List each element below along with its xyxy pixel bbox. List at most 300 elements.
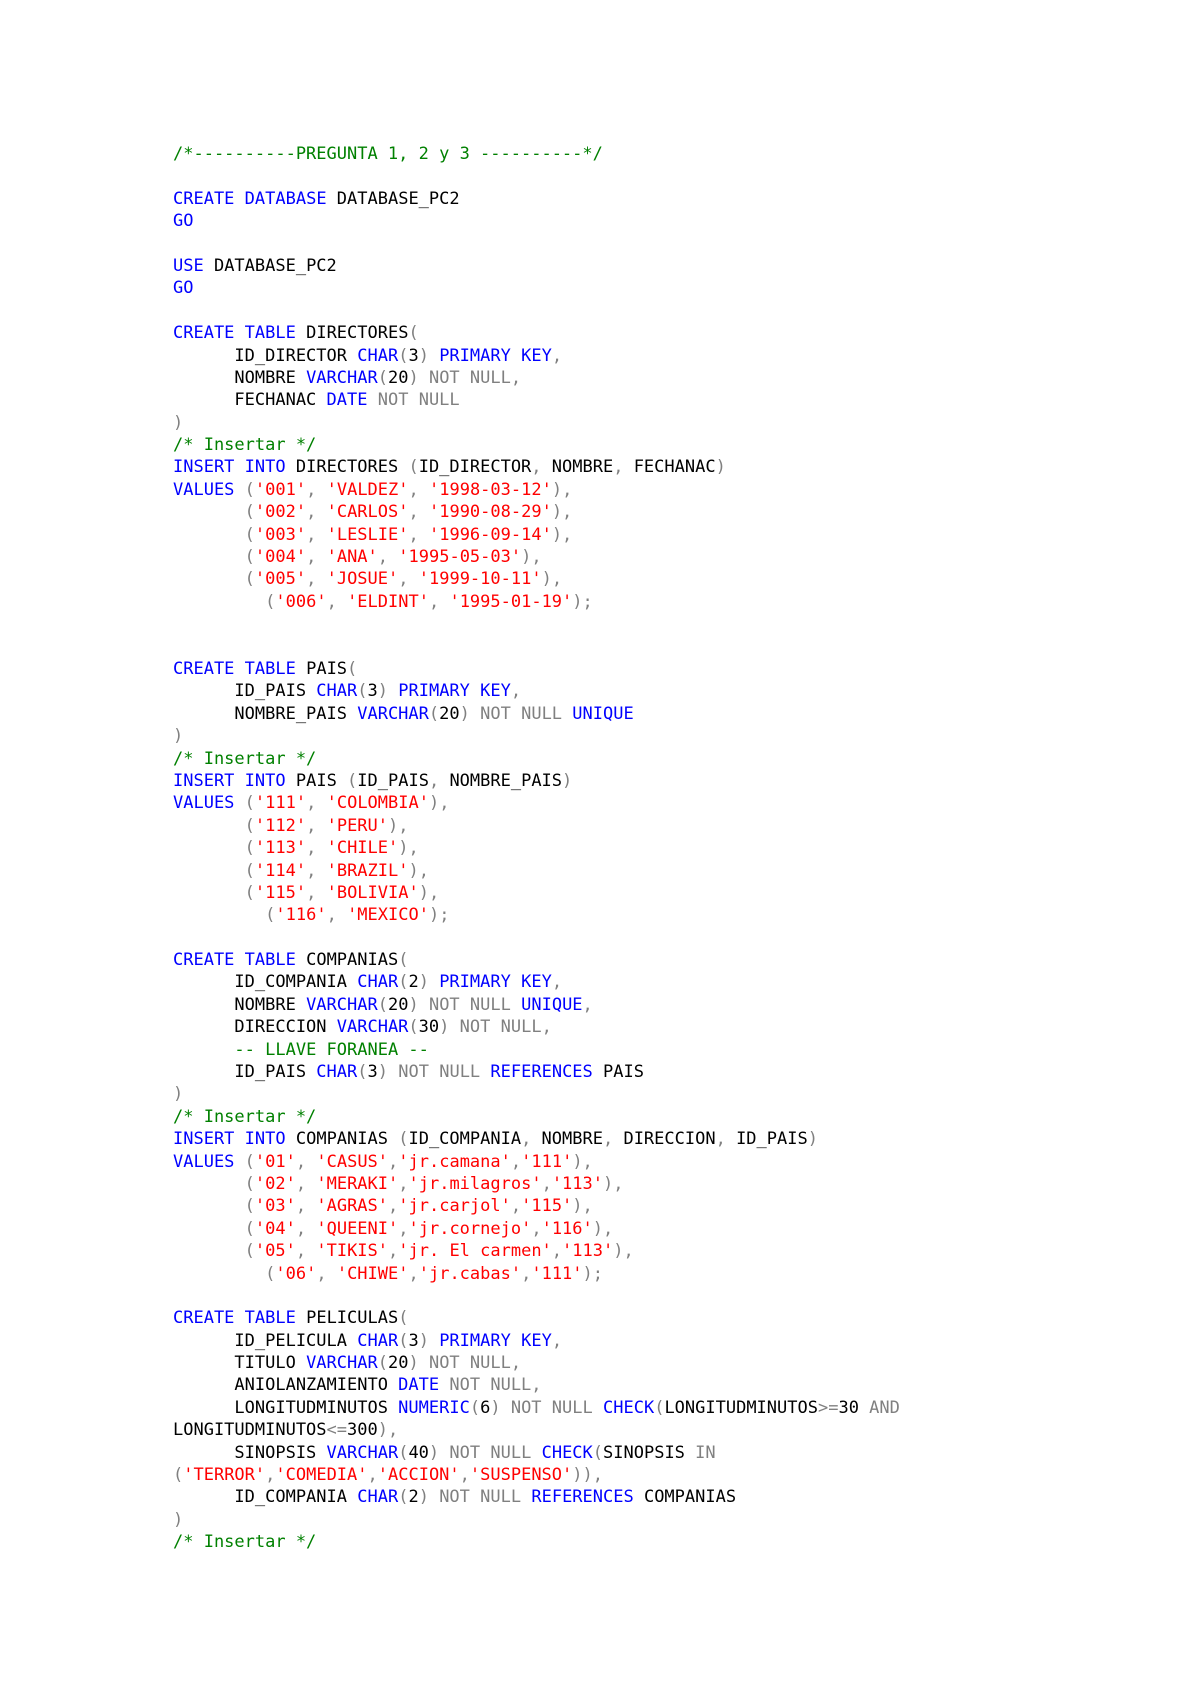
operator-token: ,	[388, 1151, 399, 1172]
code-text: ID_COMPANIA	[173, 1487, 358, 1508]
operator-token: ,	[531, 1218, 542, 1239]
code-text	[511, 995, 521, 1015]
code-line	[173, 1509, 1163, 1531]
code-line	[173, 568, 1163, 590]
code-text: COMPANIAS	[295, 950, 399, 971]
keyword-token: CHAR	[316, 681, 358, 702]
string-literal: '03'	[254, 1196, 296, 1217]
keyword-token: VALUES	[173, 479, 235, 500]
code-line	[173, 277, 1163, 299]
keyword-token: UNIQUE	[572, 703, 634, 724]
code-line	[173, 1263, 1163, 1285]
operator-token: ,	[306, 882, 317, 903]
operator-token: )	[459, 703, 470, 724]
string-literal: '1995-05-03'	[398, 547, 522, 568]
code-text	[501, 1398, 511, 1418]
code-line	[173, 1173, 1163, 1195]
code-text	[337, 905, 347, 925]
code-line	[173, 1061, 1163, 1083]
string-literal: 'jr.carjol'	[398, 1196, 511, 1217]
operator-token: )	[490, 1397, 501, 1418]
code-text: 300	[347, 1420, 378, 1441]
code-line	[173, 1039, 1163, 1061]
string-literal: '111'	[521, 1151, 573, 1172]
keyword-token: CREATE	[173, 658, 235, 679]
operator-token: )	[807, 1129, 818, 1150]
code-text	[234, 189, 244, 209]
code-line	[173, 1397, 1163, 1419]
code-text	[173, 1196, 245, 1216]
code-line	[173, 456, 1163, 478]
operator-token: NULL	[418, 390, 460, 411]
code-text	[429, 346, 439, 366]
operator-token: (	[408, 457, 419, 478]
code-text: ID_PAIS	[725, 1129, 808, 1150]
operator-token: ,	[306, 502, 317, 523]
code-text: 3	[408, 1330, 419, 1351]
operator-token: )	[562, 770, 573, 791]
code-line	[173, 188, 1163, 210]
code-line	[173, 703, 1163, 725]
operator-token: ,	[295, 1196, 307, 1217]
operator-token: NULL,	[500, 1017, 552, 1038]
operator-token: (	[244, 1151, 255, 1172]
operator-token: NULL	[551, 1397, 593, 1418]
code-text	[316, 861, 326, 881]
operator-token: )	[418, 972, 429, 993]
keyword-token: CREATE	[173, 188, 235, 209]
code-line	[173, 345, 1163, 367]
code-line	[173, 1195, 1163, 1217]
operator-token: ),	[388, 815, 409, 836]
operator-token: NOT	[428, 1353, 460, 1374]
operator-token: ,	[306, 569, 317, 590]
code-text	[173, 569, 245, 589]
code-text	[562, 704, 572, 724]
code-line	[173, 680, 1163, 702]
operator-token: (	[357, 1062, 368, 1083]
keyword-token: REFERENCES	[490, 1062, 593, 1083]
operator-token: NOT	[439, 1487, 470, 1508]
operator-token: (	[244, 1196, 255, 1217]
operator-token: ,	[306, 815, 317, 836]
code-text	[234, 1152, 244, 1172]
code-line	[173, 1106, 1163, 1128]
code-text: DIRECCION	[173, 1017, 337, 1038]
code-text	[173, 883, 245, 903]
code-text	[470, 681, 480, 701]
code-text: DATABASE_PC2	[203, 255, 337, 276]
string-literal: '05'	[254, 1241, 296, 1262]
operator-token: (	[244, 524, 255, 545]
operator-token: (	[244, 547, 255, 568]
operator-token: ,	[265, 1465, 276, 1486]
code-text	[419, 1353, 429, 1373]
string-literal: '005'	[254, 569, 307, 590]
code-text: 30	[418, 1017, 440, 1038]
string-literal: '1996-09-14'	[428, 524, 552, 545]
operator-token: NULL	[469, 994, 511, 1015]
keyword-token: DATABASE	[244, 188, 327, 209]
code-text	[460, 995, 470, 1015]
operator-token: NOT	[377, 390, 409, 411]
code-text	[337, 592, 347, 612]
operator-token: (	[244, 1173, 255, 1194]
code-line	[173, 1285, 1163, 1307]
code-text: 2	[408, 972, 419, 993]
code-text	[429, 1062, 439, 1082]
operator-token: ),	[551, 479, 573, 500]
string-literal: 'ELDINT'	[347, 591, 429, 612]
operator-token: ,	[295, 1151, 307, 1172]
operator-token: ),	[377, 1420, 399, 1441]
code-text: TITULO	[173, 1353, 307, 1374]
string-literal: '115'	[254, 882, 307, 903]
operator-token: ),	[408, 860, 429, 881]
string-literal: 'MERAKI'	[316, 1173, 399, 1194]
operator-token: ,	[408, 502, 419, 523]
string-literal: 'jr.camana'	[398, 1151, 511, 1172]
operator-token: )	[418, 1330, 429, 1351]
keyword-token: TABLE	[244, 1308, 296, 1329]
code-text	[316, 502, 326, 522]
operator-token: ),	[572, 1196, 593, 1217]
code-text	[327, 1264, 337, 1284]
code-line	[173, 322, 1163, 344]
code-line	[173, 1240, 1163, 1262]
keyword-token: INSERT	[173, 1129, 235, 1150]
operator-token: ,	[388, 1196, 399, 1217]
operator-token: ),	[541, 569, 563, 590]
code-text	[429, 972, 439, 992]
operator-token: (	[244, 815, 255, 836]
operator-token: (	[244, 793, 255, 814]
comment-text: /* Insertar */	[173, 748, 317, 769]
operator-token: (	[398, 1442, 409, 1463]
code-text	[542, 1398, 552, 1418]
operator-token: (	[244, 569, 255, 590]
operator-token: ),	[418, 882, 440, 903]
operator-token: (	[398, 1308, 409, 1329]
code-line	[173, 904, 1163, 926]
code-text: ID_COMPANIA	[408, 1129, 522, 1150]
code-text	[409, 569, 419, 589]
operator-token: (	[398, 345, 409, 366]
code-line	[173, 792, 1163, 814]
string-literal: '006'	[275, 591, 327, 612]
code-text: NOMBRE	[541, 457, 614, 478]
operator-token: (	[654, 1397, 665, 1418]
keyword-token: PRIMARY	[398, 681, 470, 702]
string-literal: '111'	[531, 1263, 583, 1284]
operator-token: ,	[388, 1241, 399, 1262]
code-text	[419, 525, 429, 545]
code-text	[316, 569, 326, 589]
code-text	[419, 368, 429, 388]
code-text	[429, 1331, 439, 1351]
code-line	[173, 210, 1163, 232]
keyword-token: GO	[173, 278, 194, 299]
keyword-token: VALUES	[173, 1151, 235, 1172]
operator-token: ,	[551, 1241, 563, 1262]
keyword-token: CHAR	[357, 972, 399, 993]
keyword-token: VARCHAR	[306, 1353, 378, 1374]
code-text	[306, 1152, 316, 1172]
operator-token: (	[398, 972, 409, 993]
code-text: 30	[838, 1397, 870, 1418]
code-text: 40	[408, 1442, 429, 1463]
string-literal: '1998-03-12'	[429, 479, 552, 500]
string-literal: '1995-01-19'	[449, 591, 573, 612]
string-literal: '113'	[254, 838, 307, 859]
operator-token: (	[377, 1353, 388, 1374]
comment-text: -- LLAVE FORANEA --	[234, 1039, 429, 1060]
operator-token: (	[265, 591, 276, 612]
code-text	[439, 1443, 449, 1463]
keyword-token: VARCHAR	[336, 1017, 409, 1038]
code-text: NOMBRE	[173, 994, 307, 1015]
string-literal: 'LESLIE'	[326, 524, 409, 545]
code-text	[490, 1017, 500, 1037]
code-text	[173, 905, 265, 925]
string-literal: '114'	[254, 860, 307, 881]
keyword-token: TABLE	[244, 950, 296, 971]
operator-token: ,	[326, 905, 337, 926]
code-text	[234, 771, 244, 791]
code-text	[316, 793, 326, 813]
code-text	[470, 704, 480, 724]
code-line	[173, 1016, 1163, 1038]
code-text: ID_DIRECTOR	[418, 457, 532, 478]
code-text	[511, 1331, 521, 1351]
operator-token: ,	[510, 1151, 522, 1172]
comment-text: /*----------PREGUNTA 1, 2 y 3 ----------*/	[173, 144, 603, 164]
keyword-token: INSERT	[173, 457, 235, 478]
code-line	[173, 1374, 1163, 1396]
string-literal: '1990-08-29'	[428, 502, 552, 523]
operator-token: (	[244, 479, 255, 500]
code-text: 2	[408, 1487, 419, 1508]
code-text: ID_PELICULA	[173, 1330, 358, 1351]
code-text	[234, 659, 244, 679]
operator-token: ,	[551, 1330, 563, 1351]
keyword-token: KEY	[521, 345, 552, 366]
code-text: LONGITUDMINUTOS	[173, 1420, 327, 1441]
operator-token: NOT	[449, 1442, 481, 1463]
code-text: PAIS	[285, 770, 348, 791]
code-line	[173, 658, 1163, 680]
code-text	[470, 1487, 480, 1507]
keyword-token: KEY	[521, 972, 552, 993]
operator-token: ,	[306, 524, 317, 545]
keyword-token: UNIQUE	[521, 994, 583, 1015]
keyword-token: VARCHAR	[326, 1442, 399, 1463]
code-text	[234, 793, 244, 813]
string-literal: '116'	[275, 905, 327, 926]
code-text	[388, 1062, 398, 1082]
string-literal: 'QUEENI'	[316, 1218, 399, 1239]
string-literal: '01'	[254, 1151, 296, 1172]
operator-token: ),	[572, 1151, 593, 1172]
code-line	[173, 725, 1163, 747]
string-literal: 'jr. El carmen'	[398, 1241, 552, 1262]
code-line	[173, 1218, 1163, 1240]
operator-token: NOT	[398, 1062, 429, 1083]
code-line	[173, 501, 1163, 523]
operator-token: NULL	[439, 1062, 481, 1083]
operator-token: (	[408, 323, 419, 344]
keyword-token: VARCHAR	[306, 367, 378, 388]
operator-token: ,	[306, 547, 317, 568]
keyword-token: TABLE	[244, 658, 296, 679]
code-text: 3	[408, 345, 419, 366]
keyword-token: CREATE	[173, 323, 235, 344]
keyword-token: DATE	[398, 1375, 440, 1396]
code-text: SINOPSIS	[603, 1442, 696, 1463]
operator-token: (	[398, 1129, 409, 1150]
operator-token: (	[244, 502, 255, 523]
operator-token: NULL,	[469, 367, 522, 388]
code-text	[173, 1241, 245, 1261]
code-text	[419, 502, 429, 522]
string-literal: 'COMEDIA'	[275, 1465, 368, 1486]
keyword-token: KEY	[521, 1330, 552, 1351]
code-text	[460, 368, 470, 388]
string-literal: '116'	[541, 1218, 593, 1239]
code-line	[173, 165, 1163, 187]
operator-token: NOT	[510, 1397, 542, 1418]
code-text: 6	[480, 1397, 491, 1418]
operator-token: (	[347, 658, 358, 679]
code-line	[173, 1464, 1163, 1486]
keyword-token: KEY	[480, 681, 511, 702]
code-line	[173, 1083, 1163, 1105]
code-text: ID_PAIS	[173, 1062, 317, 1083]
operator-token: NULL	[521, 703, 563, 724]
keyword-token: INTO	[244, 770, 286, 791]
operator-token: NOT	[459, 1017, 491, 1038]
operator-token: )	[173, 412, 184, 433]
operator-token: ,	[521, 1129, 532, 1150]
operator-token: ,	[715, 1129, 726, 1150]
code-text	[306, 1241, 316, 1261]
code-text	[173, 525, 245, 545]
operator-token: ,	[408, 1263, 419, 1284]
code-line	[173, 1442, 1163, 1464]
operator-token: ),	[592, 1218, 614, 1239]
code-text	[173, 547, 245, 567]
code-line	[173, 636, 1163, 658]
code-text: PAIS	[592, 1062, 644, 1083]
string-literal: '113'	[562, 1241, 614, 1262]
code-line	[173, 1307, 1163, 1329]
code-line	[173, 143, 1163, 165]
operator-token: (	[244, 860, 255, 881]
code-text	[316, 838, 326, 858]
code-line	[173, 770, 1163, 792]
operator-token: (	[592, 1442, 604, 1463]
code-text: NOMBRE	[531, 1129, 603, 1150]
string-literal: '06'	[275, 1263, 317, 1284]
code-line	[173, 434, 1163, 456]
code-text	[173, 1174, 245, 1194]
operator-token: ,	[592, 1465, 603, 1486]
code-text	[173, 592, 265, 612]
code-text	[316, 816, 326, 836]
operator-token: ,	[459, 1465, 470, 1486]
code-text	[234, 457, 244, 477]
code-line	[173, 837, 1163, 859]
code-line	[173, 1151, 1163, 1173]
code-text: 20	[387, 994, 409, 1015]
code-line	[173, 479, 1163, 501]
code-text	[419, 995, 429, 1015]
code-text	[429, 1487, 439, 1507]
code-text: PELICULAS	[295, 1308, 399, 1329]
code-text: PAIS	[295, 658, 348, 679]
operator-token: ,	[398, 1218, 409, 1239]
string-literal: 'COLOMBIA'	[326, 793, 429, 814]
string-literal: 'CARLOS'	[326, 502, 409, 523]
keyword-token: CHECK	[603, 1397, 655, 1418]
code-text	[439, 592, 449, 612]
string-literal: '004'	[254, 547, 307, 568]
operator-token: NOT	[449, 1375, 481, 1396]
code-text: DIRECTORES	[285, 457, 409, 478]
string-literal: '001'	[254, 479, 307, 500]
operator-token: ,	[408, 479, 419, 500]
code-text: ID_COMPANIA	[173, 972, 358, 993]
code-text	[439, 1375, 449, 1395]
code-line	[173, 815, 1163, 837]
code-line	[173, 591, 1163, 613]
code-line	[173, 367, 1163, 389]
operator-token: );	[428, 905, 450, 926]
operator-token: (	[398, 950, 409, 971]
string-literal: 'PERU'	[326, 815, 389, 836]
code-text	[173, 502, 245, 522]
code-line	[173, 1486, 1163, 1508]
code-text	[234, 950, 244, 970]
code-text: LONGITUDMINUTOS	[173, 1397, 399, 1418]
operator-token: (	[244, 838, 255, 859]
keyword-token: TABLE	[244, 323, 296, 344]
keyword-token: PRIMARY	[439, 972, 511, 993]
code-text	[306, 1174, 316, 1194]
operator-token: );	[582, 1263, 604, 1284]
code-text: DIRECCION	[613, 1129, 716, 1150]
keyword-token: CREATE	[173, 1308, 235, 1329]
code-text	[480, 1375, 490, 1395]
comment-text: /* Insertar */	[173, 1106, 317, 1127]
keyword-token: NUMERIC	[398, 1397, 470, 1418]
code-line	[173, 1531, 1163, 1553]
keyword-token: VARCHAR	[357, 703, 429, 724]
string-literal: 'MEXICO'	[347, 905, 429, 926]
operator-token: ))	[572, 1465, 593, 1486]
operator-token: (	[173, 1465, 184, 1486]
operator-token: (	[347, 770, 358, 791]
operator-token: ,	[510, 1196, 522, 1217]
operator-token: ),	[603, 1173, 624, 1194]
code-text	[173, 1040, 234, 1060]
string-literal: 'ACCION'	[377, 1465, 460, 1486]
code-text	[521, 1487, 531, 1507]
operator-token: >=	[817, 1397, 839, 1418]
keyword-token: PRIMARY	[439, 1330, 511, 1351]
string-literal: 'VALDEZ'	[326, 479, 409, 500]
code-text	[480, 1443, 490, 1463]
